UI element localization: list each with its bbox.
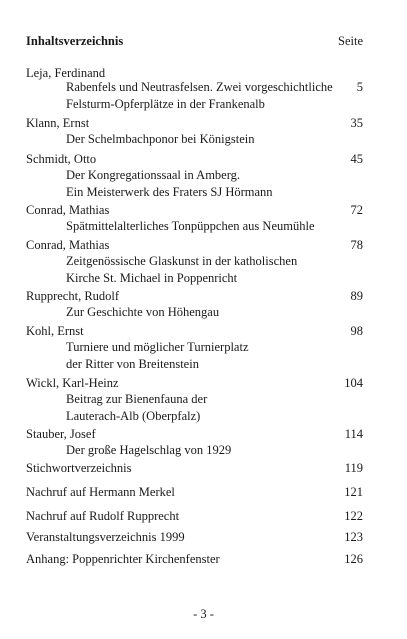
entry-author: Kohl, Ernst bbox=[26, 324, 84, 338]
misc-page-number: 122 bbox=[344, 509, 363, 523]
toc-entry bbox=[26, 287, 363, 323]
misc-label: Nachruf auf Rudolf Rupprecht bbox=[26, 509, 180, 523]
toc-misc-entry bbox=[26, 509, 363, 527]
toc-entry bbox=[26, 64, 363, 118]
entry-page-number: 35 bbox=[350, 116, 363, 130]
toc-entry bbox=[26, 322, 363, 376]
misc-label: Veranstaltungsverzeichnis 1999 bbox=[26, 530, 185, 544]
entry-title-line: Der Schelmbachponor bei Königstein bbox=[66, 132, 255, 146]
toc-title: Inhaltsverzeichnis bbox=[26, 34, 124, 48]
entry-author: Stauber, Josef bbox=[26, 427, 96, 441]
toc-entry bbox=[26, 374, 363, 428]
entry-page-number: 78 bbox=[350, 238, 363, 252]
entry-author: Schmidt, Otto bbox=[26, 152, 97, 166]
entry-page-number: 89 bbox=[350, 289, 363, 303]
toc-header bbox=[26, 34, 363, 50]
misc-label: Stichwortverzeichnis bbox=[26, 461, 132, 475]
toc-entry bbox=[26, 150, 363, 204]
entry-page-number: 5 bbox=[356, 80, 363, 94]
entry-title-line: Ein Meisterwerk des Fraters SJ Hörmann bbox=[66, 185, 273, 199]
entry-author: Leja, Ferdinand bbox=[26, 66, 106, 80]
entry-author: Conrad, Mathias bbox=[26, 238, 110, 252]
misc-page-number: 123 bbox=[344, 530, 363, 544]
toc-entry bbox=[26, 114, 363, 150]
toc-misc-entry bbox=[26, 530, 363, 548]
toc-entry bbox=[26, 201, 363, 237]
toc-misc-entry bbox=[26, 552, 363, 570]
entry-page-number: 114 bbox=[344, 427, 363, 441]
misc-label: Nachruf auf Hermann Merkel bbox=[26, 485, 175, 499]
entry-title-line: Lauterach-Alb (Oberpfalz) bbox=[66, 409, 201, 423]
misc-label: Anhang: Poppenrichter Kirchenfenster bbox=[26, 552, 220, 566]
entry-page-number: 104 bbox=[344, 376, 363, 390]
entry-title-line: Felsturm-Opferplätze in der Frankenalb bbox=[66, 97, 265, 111]
entry-title-line: der Ritter von Breitenstein bbox=[66, 357, 199, 371]
page-column-label: Seite bbox=[338, 34, 363, 48]
entry-title-line: Rabenfels und Neutrasfelsen. Zwei vorgeschichtliche bbox=[66, 80, 333, 94]
entry-author: Rupprecht, Rudolf bbox=[26, 289, 120, 303]
misc-page-number: 126 bbox=[344, 552, 363, 566]
toc-misc-entry bbox=[26, 485, 363, 503]
entry-author: Wickl, Karl-Heinz bbox=[26, 376, 119, 390]
entry-title-line: Der Kongregationssaal in Amberg. bbox=[66, 168, 241, 182]
entry-author: Klann, Ernst bbox=[26, 116, 90, 130]
entry-title-line: Der große Hagelschlag von 1929 bbox=[66, 443, 232, 457]
toc-entry bbox=[26, 236, 363, 290]
entry-title-line: Beitrag zur Bienenfauna der bbox=[66, 392, 208, 406]
misc-page-number: 119 bbox=[344, 461, 363, 475]
entry-page-number: 98 bbox=[350, 324, 363, 338]
page-number: - 3 - bbox=[193, 607, 214, 621]
entry-title-line: Kirche St. Michael in Poppenricht bbox=[66, 271, 238, 285]
entry-title-line: Spätmittelalterliches Tonpüppchen aus Neumühle bbox=[66, 219, 315, 233]
entry-title-line: Turniere und möglicher Turnierplatz bbox=[66, 340, 249, 354]
misc-page-number: 121 bbox=[344, 485, 363, 499]
entry-page-number: 45 bbox=[350, 152, 363, 166]
entry-title-line: Zeitgenössische Glaskunst in der katholischen bbox=[66, 254, 298, 268]
toc-entry bbox=[26, 425, 363, 461]
toc-misc-entry bbox=[26, 461, 363, 479]
entry-page-number: 72 bbox=[350, 203, 363, 217]
entry-author: Conrad, Mathias bbox=[26, 203, 110, 217]
entry-title-line: Zur Geschichte von Höhengau bbox=[66, 305, 220, 319]
